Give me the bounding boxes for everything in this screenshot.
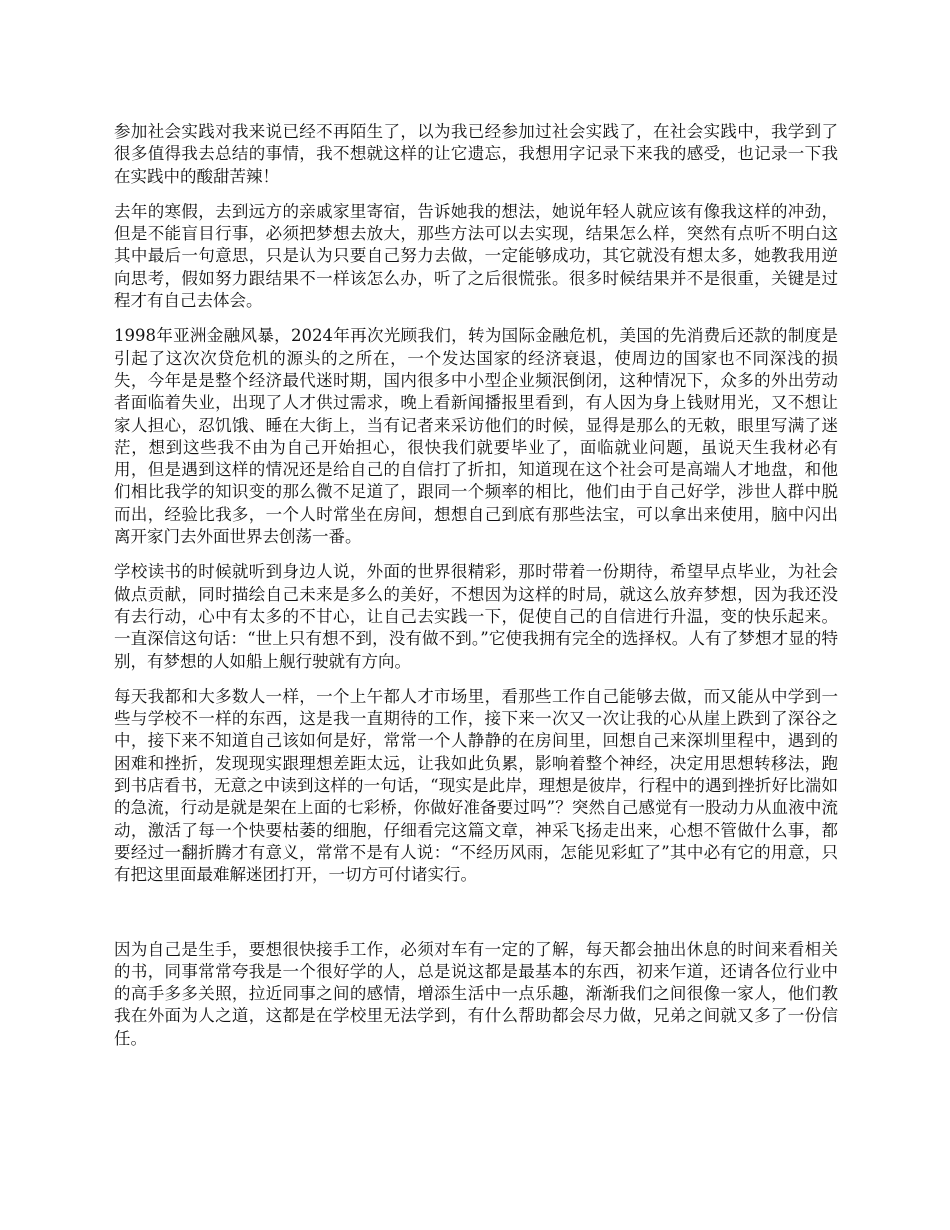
- paragraph-4: 学校读书的时候就听到身边人说，外面的世界很精彩，那时带着一份期待，希望早点毕业，为社会做点贡献，同时描绘自己未来是多么的美好，不想因为这样的时局，就这么放弃梦想，因为我还没有去行动，心中有太多的不甘心，让自己去实践一下，促使自己的自信进行升温，变的快乐起来。一直深信这句话：“世上只有想不到，没有做不到。”它使我拥有完全的选择权。人有了梦想才显的特别，有梦想的人如船上舰行驶就有方向。: [114, 562, 838, 671]
- paragraph-3: 1998年亚洲金融风暴，2024年再次光顾我们，转为国际金融危机，美国的先消费后还款的制度是引起了这次次贷危机的源头的之所在，一个发达国家的经济衰退，使周边的国家也不同深浅的损失，今年是是整个经济最代迷时期，国内很多中小型企业频泯倒闭，这种情况下，众多的外出劳动者面临着失业，出现了人才供过需求，晚上看新闻播报里看到，有人因为身上钱财用光，又不想让家人担心，忍饥饿、睡在大街上，当有记者来采访他们的时候，显得是那么的无敕，眼里写满了迷茫，想到这些我不由为自己开始担心，很快我们就要毕业了，面临就业问题，虽说天生我材必有用，但是遇到这样的情况还是给自己的自信打了折扣，知道现在这个社会可是高端人才地盘，和他们相比我学的知识变的那么微不足道了，跟同一个频率的相比，他们由于自己好学，涉世人群中脱而出，经验比我多，一个人时常坐在房间，想想自己到底有那些法宝，可以拿出来使用，脑中闪出离开家门去外面世界去创荡一番。: [114, 326, 838, 547]
- document-body: [114, 121, 838, 1063]
- paragraph-1: 参加社会实践对我来说已经不再陌生了，以为我已经参加过社会实践了，在社会实践中，我学到了很多值得我去总结的事情，我不想就这样的让它遗忘，我想用字记录下来我的感受，也记录一下我在实践中的酸甜苦辣！: [114, 122, 838, 186]
- paragraph-6: 因为自己是生手，要想很快接手工作，必须对车有一定的了解，每天都会抽出休息的时间来看相关的书，同事常常夸我是一个很好学的人，总是说这都是最基本的东西，初来乍道，还请各位行业中的高手多多关照，拉近同事之间的感情，增添生活中一点乐趣，渐渐我们之间很像一家人，他们教我在外面为人之道，这都是在学校里无法学到，有什么帮助都会尽力做，兄弟之间就又多了一份信任。: [114, 939, 838, 1048]
- paragraph-5: 每天我都和大多数人一样，一个上午都人才市场里，看那些工作自己能够去做，而又能从中学到一些与学校不一样的东西，这是我一直期待的工作，接下来一次又一次让我的心从崖上跌到了深谷之中，接下来不知道自己该如何是好，常常一个人静静的在房间里，回想自己来深圳里程中，遇到的困难和挫折，发现现实跟理想差距太远，让我如此负累，影响着整个神经，决定用思想转移法，跑到书店看书，无意之中读到这样的一句话，“现实是此岸，理想是彼岸，行程中的遇到挫折好比湍如的急流，行动是就是架在上面的七彩桥，你做好准备要过吗”？突然自己感觉有一股动力从血液中流动，激活了每一个快要枯萎的细胞，仔细看完这篇文章，神采飞扬走出来，心想不管做什么事，都要经过一翻折腾才有意义，常常不是有人说：“不经历风雨，怎能见彩虹了”其中必有它的用意，只有把这里面最难解迷团打开，一切方可付诸实行。: [114, 686, 838, 885]
- paragraph-2: 去年的寒假，去到远方的亲戚家里寄宿，告诉她我的想法，她说年轻人就应该有像我这样的冲劲，但是不能盲目行事，必须把梦想去放大，那些方法可以去实现，结果怎么样，突然有点听不明白这其中最后一句意思，只是认为只要自己努力去做，一定能够成功，其它就没有想太多，她教我用逆向思考，假如努力跟结果不一样该怎么办，听了之后很慌张。很多时候结果并不是很重，关键是过程才有自己去体会。: [114, 201, 838, 311]
